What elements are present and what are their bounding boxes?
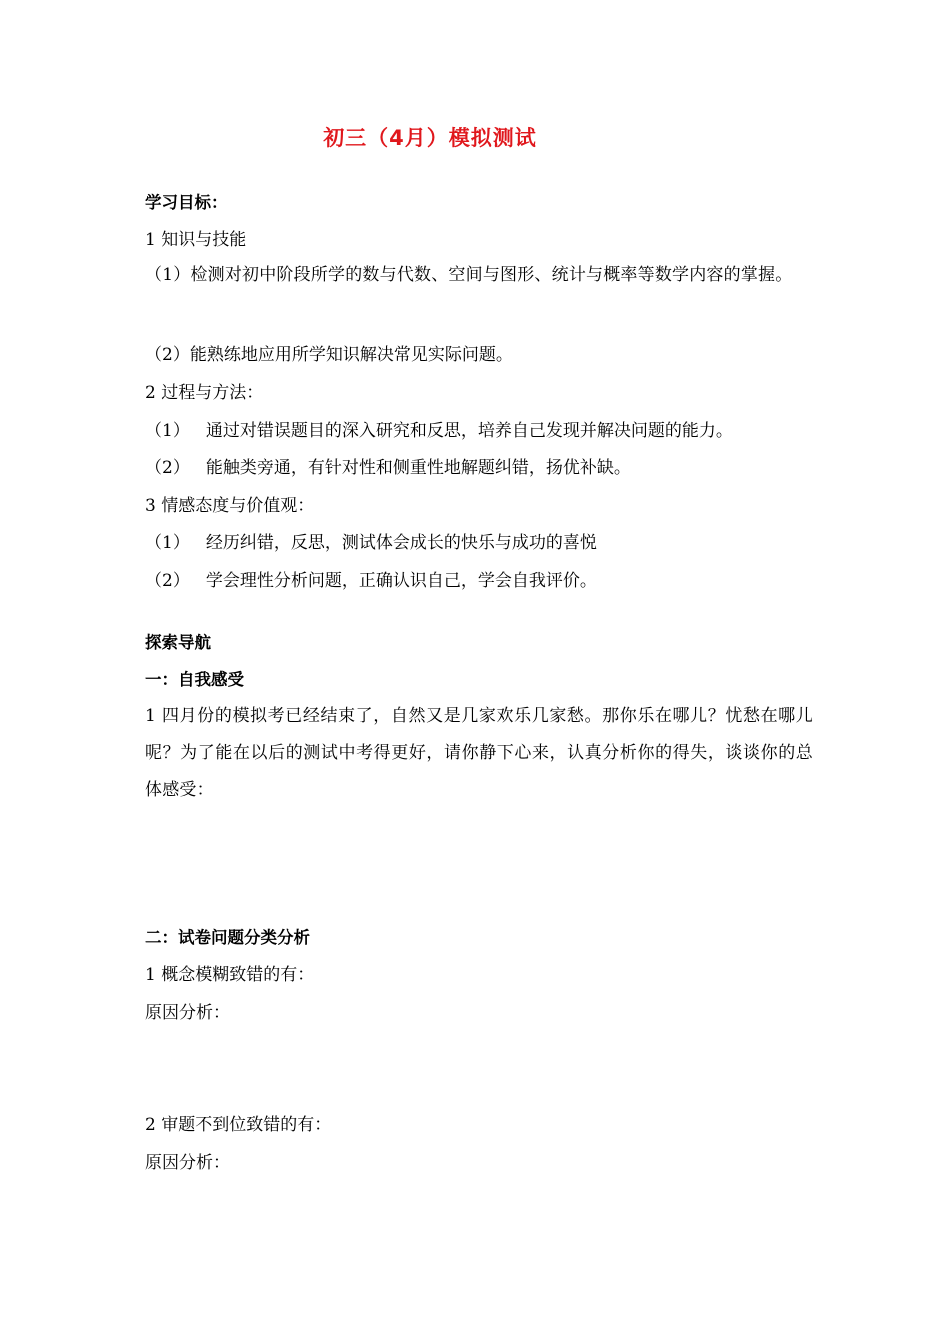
section2-item1-text: 通过对错误题目的深入研究和反思，培养自己发现并解决问题的能力。 xyxy=(205,421,733,441)
section2-item2-number: （2） xyxy=(145,458,190,478)
section3-item2 xyxy=(145,571,813,591)
section2-item1 xyxy=(145,421,813,441)
section3-item2-text: 学会理性分析问题，正确认识自己，学会自我评价。 xyxy=(205,571,597,591)
section1-label: 1 知识与技能 xyxy=(145,230,247,250)
section2-item2-text: 能触类旁通，有针对性和侧重性地解题纠错，扬优补缺。 xyxy=(205,458,631,478)
document-title: 初三（4月）模拟测试 xyxy=(323,126,537,150)
section3-item1-number: （1） xyxy=(145,533,190,553)
section2-item2 xyxy=(145,458,813,478)
part2-question2: 2 审题不到位致错的有： xyxy=(145,1115,332,1135)
section3-item1 xyxy=(145,533,813,553)
section3-item1-text: 经历纠错，反思，测试体会成长的快乐与成功的喜悦 xyxy=(205,533,597,553)
section1-item2: （2）能熟练地应用所学知识解决常见实际问题。 xyxy=(145,345,513,365)
section1-item1: （1）检测对初中阶段所学的数与代数、空间与图形、统计与概率等数学内容的掌握。 xyxy=(145,265,793,285)
section3-item2-number: （2） xyxy=(145,571,190,591)
section2-item1-number: （1） xyxy=(145,421,190,441)
part2-question1: 1 概念模糊致错的有： xyxy=(145,965,315,985)
section3-label: 3 情感态度与价值观： xyxy=(145,496,315,516)
part2-heading: 二：试卷问题分类分析 xyxy=(145,928,310,947)
part1-text: 1 四月份的模拟考已经结束了，自然又是几家欢乐几家愁。那你乐在哪儿？忧愁在哪儿呢？为了能在以后的测试中考得更好，请你静下心来，认真分析你的得失，谈谈你的总体感受： xyxy=(145,706,813,800)
explore-heading: 探索导航 xyxy=(145,633,211,652)
part1-heading: 一：自我感受 xyxy=(145,670,244,689)
objectives-heading: 学习目标： xyxy=(145,193,228,212)
part2-question1-reason: 原因分析： xyxy=(145,1003,230,1023)
section2-label: 2 过程与方法： xyxy=(145,383,264,403)
part2-question2-reason: 原因分析： xyxy=(145,1153,230,1173)
